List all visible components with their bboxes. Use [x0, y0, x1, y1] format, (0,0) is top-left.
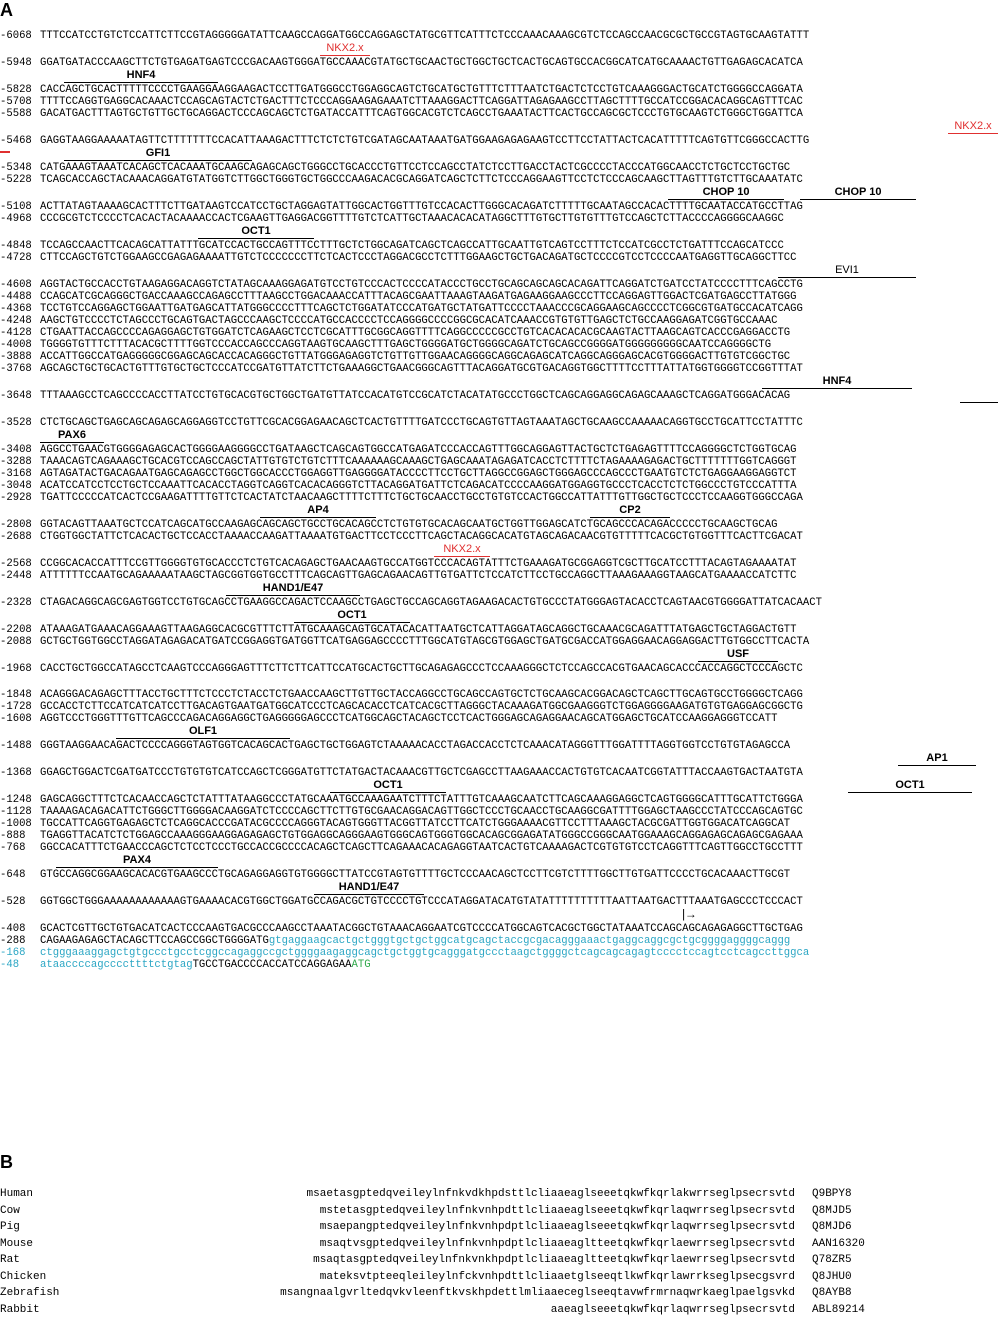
- accession-number: Q8AYB8: [812, 1287, 852, 1299]
- sequence-row: [0, 935, 1000, 947]
- binding-site-label: PAX4: [56, 854, 218, 868]
- sequence-row: [0, 417, 1000, 429]
- sequence-text: TCCAGCCAACTTCACAGCATTATTTGCATCCACTGCCAGTTTCCTTTGCTCTGGCAGATCAGCTCAGCCATTGCAATTGTCAGTCCTTTCTCCATCGCCTCTGATTTCCAGCATCCC: [40, 240, 784, 252]
- sequence-text: GAGGTAAGGAAAAATAGTTCTTTTTTTCCACATTAAAGACTTTCTCTCTGTCGATAGCAATAAATGATGGAAGAGAGAAGTCCTTCCTATTACTCACATTTTTCAGTGTTCGGGCCACTTG: [40, 135, 810, 147]
- accession-number: Q8MJD5: [812, 1204, 852, 1217]
- sequence-text: TGCCATTCAGGTGAGAGCTCTCAGGCACCCGATACGCCCCAGGGTACAGTGGGTTACGGTTATCCTTCATCTGGGAAAACGTTCCTTTAAAGCTACGCGATTGGTGGACATCAGGCAT: [40, 818, 791, 830]
- sequence-row: [0, 162, 1000, 174]
- sequence-text: [40, 947, 809, 959]
- sequence-text: TTTCCATCCTGTCTCCATTCTTCCGTAGGGGGATATTCAAGCCAGGATGGCCAGGAGCTATGCGTTCATTTCTCCCAAACAAAGCGTCTCCAGCCAACGCGCTGCCGTAGTGCAAGTATTT: [40, 30, 810, 42]
- sequence-text: TTTTCCAGGTGAGGCACAAACTCCAGCAGTACTCTGACTTTCTCCCAGGAAGAGAAATCTTAAAGGACTTCAGGATTAGAGAAGCCTTAGCTTTTGCCATCCGGACACAGGCAGTTTCAC: [40, 96, 803, 108]
- sequence-row: [0, 339, 1000, 351]
- sequence-row: [0, 390, 1000, 402]
- annotation-row: [0, 881, 1000, 896]
- sequence-row: [0, 291, 1000, 303]
- sequence-text: CTGGTGGCTATTCTCACACTGCTCCACCTAAAACCAAGATTAAAATGTGACTTCCTCCCTTCAGCTACAGGCACATGTAGCAGACAACGTGTTTTTCACGCTGTGGTTTCACTTCGACAT: [40, 531, 803, 543]
- sequence-text: TAAACAGTCAGAAAGCTGCACGTCCAGCCAGCTATTGTGTCTGTCTTTCAAAAAAGCAAAGCTGAGCAAATAGAGATCACCTCTTTTCTAGAAAAGAGACTGCTTTTTTTGGTCAGGGT: [40, 456, 797, 468]
- position-number: -408: [0, 923, 26, 935]
- binding-site-label: AP1: [898, 752, 976, 766]
- sequence-text: CTAGACAGGCAGCGAGTGGTCCTGTGCAGCCTGAAGGCCAGACTCCAAGCCTGAGCTGCCAGCAGGTAGAAGACACTGTGCCCTATGGGAGTACACCTCAGTAACGTGGGGATTATCACAACT: [40, 597, 822, 609]
- sequence-text: ACAGGGACAGAGCTTTACCTGCTTTCTCCCTCTACCTCTGAACCAAGCTTGTTGCTACCAGGCCTGCAGCCAGTGCTCTGCAAGCACGGACAGCTCAGCTTGCAGTGCCTGGGGCTCAGG: [40, 689, 803, 701]
- position-number: -2568: [0, 558, 32, 570]
- sequence-row: [0, 363, 1000, 375]
- binding-site-label: GFI1: [64, 147, 252, 161]
- annotation-row: [0, 264, 1000, 279]
- sequence-text: ataaccccagccccttttctgtagTGCCTGACCCCACCATCCAGGAGAAATG: [40, 959, 371, 971]
- position-number: -48: [0, 959, 20, 971]
- alignment-row: [0, 1254, 1000, 1271]
- position-number: -2448: [0, 570, 32, 582]
- position-number: -4368: [0, 303, 32, 315]
- sequence-text: AGGCCTGAACGTGGGGAGAGCACTGGGGAAGGGGCCTGATAAGCTCAGCAGTGGCCATGAGATCCCACCAGTTTGGCAGGAGTTACTGCTCTGAGAGTTTTCCAGGGGCTCTGGTGCAG: [40, 444, 797, 456]
- accession-number: AAN16320: [812, 1237, 865, 1250]
- sequence-row: [0, 468, 1000, 480]
- sequence-row: [0, 570, 1000, 582]
- sequence-text: CCCGCGTCTCCCCTCACACTACAAAACCACTCGAAGTTGAGGACGGTTTTGTCTCATTGCTAAACACACATAGGCTTTGTGCTTGTGTTTGTCCAGCTCTTACCCCAGGGGCAAGGC: [40, 213, 784, 225]
- binding-site-label: HNF4: [64, 69, 218, 83]
- species-name: Chicken: [0, 1270, 47, 1283]
- sequence-row: [0, 492, 1000, 504]
- sequence-text: TGGGGTGTTTCTTTACACGCTTTTGGTCCCACCAGCCCAGGTAAGTGCAAGCTTTGAGCTGGGGATGCTGGGGCAGATCTGCAGCCGGGGATGGGGGGGGGCAATCCAGGGGCTG: [40, 339, 772, 351]
- position-number: -1608: [0, 713, 32, 725]
- annotation-row: [0, 725, 1000, 740]
- position-number: -3288: [0, 456, 32, 468]
- annotation-row: [0, 42, 1000, 57]
- position-number: -2088: [0, 636, 32, 648]
- position-number: -168: [0, 947, 26, 959]
- sequence-text: AGCAGCTGCTGCACTGTTTGTGCTGCTCCCATCCGATGTTATCTTCTGAAAGGCTGAACGGGCAGTTTACAGGATGCGTGACAGGTGGCTTTTCCTTTATTATGGTGGGGTCCGGTTTAT: [40, 363, 803, 375]
- sequence-text: GGCCACATTTCTGAACCCAGCTCTCCTCCCTGCCACCGCCCCACAGCTCAGCTTCAGAAACACAGAGGTAATCACTGTCAAAAGACTCGTGTGTCCTCAGGTTTCAGTTGGCCTGCCTTT: [40, 842, 803, 854]
- sequence-text: TGATTCCCCCATCACTCCGAAGATTTTGTTCTCACTATCTAACAAGCTTTTCTTTCTGCTGCAACCTGCCTGTGTCCACTGGCCATTATTTGTTGGCTGCTCCCTCCAAGGTGGGCCAGA: [40, 492, 803, 504]
- annotation-row: [0, 186, 1000, 201]
- sequence-row: [0, 108, 1000, 120]
- transcription-start-arrow: |→: [680, 908, 695, 922]
- position-number: -4728: [0, 252, 32, 264]
- sequence-text: GCTGCTGGTGGCCTAGGATAGAGACATGATCCGGAGGTGATGGTTCATGAGGAGCCCCTTTGGCATGTAGCGTGGAGCTGATGCGACCATGGAGGAACAGGAGGACTTGTGGCCTTCACTA: [40, 636, 810, 648]
- position-number: -3048: [0, 480, 32, 492]
- binding-site-label: HAND1/E47: [226, 582, 360, 596]
- annotation-row: [0, 648, 1000, 663]
- sequence-text: GGATGATACCCAAGCTTCTGTGAGATGAGTCCCGACAAGTGGGATGCCAAACGTATGCTGCAACTGCTGGCTGCTCACTGCAGTGCCACGGCATCATGCAAAACTGTTGAGAGCACATCA: [40, 57, 803, 69]
- species-name: Rat: [0, 1254, 20, 1266]
- position-number: -5108: [0, 201, 32, 213]
- sequence-row: [0, 252, 1000, 264]
- alignment-row: [0, 1238, 1000, 1255]
- position-number: -2928: [0, 492, 32, 504]
- sequence-text: GGGTAAGGAACAGACTCCCCAGGGTAGTGGTCACAGCACTGAGCTGCTGGAGTCTAAAAACACCTAGACCACCTCTCAAACATAGGGTTTGGATTTTAGGTGGTCCTGTGTAGAGCCA: [40, 740, 791, 752]
- alignment-row: [0, 1188, 1000, 1205]
- sequence-row: [0, 713, 1000, 725]
- sequence-row: [0, 830, 1000, 842]
- sequence-row: [0, 624, 1000, 636]
- protein-alignment-panel: [0, 1188, 1000, 1320]
- sequence-text: GCACTCGTTGCTGTGACATCACTCCCAAGTGACGCCCAAGCCTAAATACGGCTGTAAACAGGAATCGTCCCCATGGCAGTCACGCTGGCTATAAATCCAGCAGCAGAGAGGCTTGCTGAG: [40, 923, 803, 935]
- sequence-row: [0, 767, 1000, 779]
- protein-sequence: msangnaalgvrltedqvkvleenftkvskhpdettlmliaaeceglseeqtavwfrmrnaqwrkaeglpaelgsvkd: [280, 1287, 795, 1299]
- binding-site-label: OLF1: [116, 725, 290, 739]
- binding-site-label: HNF4: [762, 375, 912, 389]
- position-number: -5708: [0, 96, 32, 108]
- annotation-row: [0, 402, 1000, 417]
- binding-site-label: NKX2.x: [434, 543, 490, 557]
- binding-site-label: CHOP 10: [668, 186, 784, 200]
- accession-number: ABL89214: [812, 1303, 865, 1316]
- sequence-text: AGGTACTGCCACCTGTAAGAGGACAGGTCTATAGCAAAGGAGATGTCCTGTCCCACTCCCCATACCCTGCCTGCAGCAGCAGCACAGATTCAGGATCTGATCCTATCCCCTTTCAGCCTG: [40, 279, 803, 291]
- sequence-text: TGAGGTTACATCTCTGGAGCCAAAGGGAAGGAGAGAGCTGTGGAGGCAGGGAAGTGGGCAGTGGGTGGCACAGCGGAGATATGGGCCGGGCAATGGAAAGCAGGAGAGCAGAGCGAGAAA: [40, 830, 803, 842]
- binding-site-label: NKX2.x: [320, 42, 370, 56]
- position-number: -888: [0, 830, 26, 842]
- binding-site-label: EVI1: [778, 264, 916, 278]
- intron-sequence: ctgggaaaggagctgtgccctgcctcggccagaggccgctggggaagaggcagctgctggtgcagggatgccctaagctggggctcagcagcagagtcccctccagtcctcagccttggca: [40, 947, 810, 959]
- position-number: -3768: [0, 363, 32, 375]
- sequence-text: CTCTGCAGCTGAGCAGCAGAGCAGGAGGTCCTGTTCGCACGGAGAACAGCTCACTGTTTTGATCCCTGCAGTGTTAGTAAATAGCTGCAAGCCAAAAACAGGTGCCTGCATTCCTATTTC: [40, 417, 803, 429]
- accession-number: Q78ZR5: [812, 1254, 852, 1266]
- sequence-row: [0, 96, 1000, 108]
- position-number: -4608: [0, 279, 32, 291]
- accession-number: Q9BPY8: [812, 1188, 852, 1200]
- annotation-row: [0, 504, 1000, 519]
- position-number: -1728: [0, 701, 32, 713]
- position-number: -1488: [0, 740, 32, 752]
- sequence-text: CAGAAGAGAGCTACAGCTTCCAGCCGGCTGGGGATGgtgaggaagcactgctgggtgctgctggcatgcagctaccgcgacagggaaactgaggcaggcgctgcggggaggggcaggg: [40, 935, 791, 947]
- nkx-continuation-mark: [0, 151, 10, 153]
- position-number: -528: [0, 896, 26, 908]
- sequence-row: [0, 947, 1000, 959]
- protein-sequence: msaqtvsgptedqveileylnfnkvnhpdptlcliaaeagltteetqkwfkqrlaewrrseglpsecrsvtd: [319, 1237, 795, 1250]
- sequence-row: [0, 636, 1000, 648]
- position-number: -1248: [0, 794, 32, 806]
- position-number: -6068: [0, 30, 32, 42]
- accession-number: Q8JHU0: [812, 1270, 852, 1283]
- binding-site-label: PAX6: [40, 429, 104, 443]
- sequence-row: [0, 689, 1000, 701]
- position-number: -2208: [0, 624, 32, 636]
- sequence-text: TTTAAAGCCTCAGCCCCACCTTATCCTGTGCACGTGCTGGCTGATGTTATCCACATGTCCGCATCTACATATGCCCTGGCTCAGCAGGAGGCAGAGCAAAGCTCAGGATGGGACACAG: [40, 390, 791, 402]
- protein-sequence: msaepangptedqveileylnfnkvnhpdptlcliaaeaglseeetqkwfkqrlaqwrrseglpsecrsvtd: [319, 1221, 795, 1233]
- row-gap: [0, 675, 1000, 689]
- sequence-text: AGTAGATACTGACAGAATGAGCAGAGCCTGGCTGGCACCCTGGAGGTTGAGGGGATACCCCTTCCTGCTTAGGCCGGAGCTGGGAGCCCAGCCCTGAATGTCTCTGAGGAAGGAGGTCT: [40, 468, 797, 480]
- annotation-row: [0, 854, 1000, 869]
- sequence-text: GTGCCAGGCGGAAGCACACGTGAAGCCCTGCAGAGGAGGTGTGGGGCTTATCCGTAGTGTTTTGCTCCCAACAGCTCCTTCGTCTTTTGGCTTGTGATTCCCCTGCACAAACTTGCGT: [40, 869, 791, 881]
- sequence-text: TAAAAGACAGACATTCTGGGCTTGGGGACAAGGATCTCCCCAGCTTCTTGTGCGAACAGGACAGTTGGCTCCCTGCAACCTGCAAGGCGATTTTGGAGCTAAGCCCTATCCCAGCAGTGC: [40, 806, 803, 818]
- position-number: -3888: [0, 351, 32, 363]
- position-number: -3168: [0, 468, 32, 480]
- binding-site-label: USF: [698, 648, 778, 662]
- sequence-row: [0, 213, 1000, 225]
- binding-site-label: HAND1/E47: [314, 881, 424, 895]
- position-number: -5828: [0, 84, 32, 96]
- sequence-row: [0, 701, 1000, 713]
- sequence-text: ATAAAGATGAAACAGGAAAGTTAAGAGGCACGCGTTTCTTATGCAAAGCAGTGCATACACATTAATGCTCATTAGGATAGCAGGCTGCAAACGCAGATTTATGAGCTGCTAGGACTGTT: [40, 624, 797, 636]
- position-number: -5948: [0, 57, 32, 69]
- sequence-row: [0, 174, 1000, 186]
- position-number: -5588: [0, 108, 32, 120]
- sequence-row: [0, 315, 1000, 327]
- sequence-row: [0, 279, 1000, 291]
- alignment-row: [0, 1271, 1000, 1288]
- position-number: -1368: [0, 767, 32, 779]
- sequence-row: [0, 456, 1000, 468]
- sequence-text: CCAGCATCGCAGGGCTGACCAAAGCCAGAGCCTTTAAGCCTGGACAAACCATTTACAGCGAATTAAAGTAAGATGAGAAGGAAGCCCTTCCAGGAGTTGGACTCGATGAGCCTTATGGG: [40, 291, 797, 303]
- sequence-row: [0, 896, 1000, 908]
- annotation-row: [0, 752, 1000, 767]
- alignment-row: [0, 1205, 1000, 1222]
- sequence-text: GCCACCTCTTCCATCATCATCCTTGACAGTGAATGATGGCATCCCTCAGCACACCTCATCACGCTTAGGGCTACAAAGATGGCGAAGGGTCTGGAGGGGAAGATGTGTGAGGAGCGGCTG: [40, 701, 803, 713]
- position-number: -4128: [0, 327, 32, 339]
- sequence-row: [0, 201, 1000, 213]
- sequence-row: [0, 57, 1000, 69]
- sequence-text: TCCTGTCCAGGAGCTGGAATTGATGAGCATTATGGGCCCCTTTCAGCTCTGGATATCCCATGATGCTATGATTCCCCTAAACCCGCAGGAAGCAGCCCCTCGGCGTGATGCCACATCAGG: [40, 303, 803, 315]
- species-name: Pig: [0, 1221, 20, 1233]
- sequence-row: [0, 30, 1000, 42]
- sequence-text: CATGAAAGTAAATCACAGCTCACAAATGCAAGCAGAGCAGCTGGGCCTGCACCCTGTTCCTCCAGCCTATCTCCTTGACCTACTCGCCCCTACCCATGGCAACCTCTGCTCCTGCTGC: [40, 162, 791, 174]
- binding-site-label: OCT1: [848, 779, 972, 793]
- species-name: Zebrafish: [0, 1287, 60, 1299]
- sequence-row: [0, 842, 1000, 854]
- sequence-text: CCGGCACACCATTTCCGTTGGGGTGTGCACCCTCTGTCACAGAGCTGAACAAGTGCCATGGTCCCACAGTATTTCTGAAAGATGCGGAGGTCGCTTGCATCCTTTACAGTAGAAAATAT: [40, 558, 797, 570]
- intron-sequence: gtgaggaagcactgctgggtgctgctggcatgcagctaccgcgacagggaaactgaggcaggcgctgcggggaggggcaggg: [268, 935, 791, 947]
- protein-sequence: mateksvtpteeqleileylnfckvnhpdttlcliaaetglseeqtlkwfkqrlawrrkseglpsecgsvrd: [319, 1270, 795, 1283]
- sequence-row: [0, 351, 1000, 363]
- sequence-row: [0, 740, 1000, 752]
- start-codon: ATG: [351, 959, 371, 971]
- sequence-text: AAGCTGTCCCCTCTAGCCCTGCAGTGACTAGCCCAAGCTCCCCATGCCACCCCTCCAGGGGCCCCGGCGCACATCAAACCGTGTGTTGAGCTCTGCCAAGGAGATCGGTGCCAAAC: [40, 315, 778, 327]
- protein-sequence: mstetasgptedqveileylnfnkvnhpdttlcliaaeaglseeetqkwfkqrlaqwrrseglpsecrsvtd: [319, 1204, 795, 1217]
- sequence-text: CTGAATTACCAGCCCCAGAGGAGCTGTGGATCTCAGAAGCTCCTCGCATTTGCGGCAGGTTTTCAGGCCCCCGCCTGTCACACACACGCAAGTACTTAAGCAGTCACCCGAGGACCTG: [40, 327, 791, 339]
- sequence-text: TCAGCACCAGCTACAAACAGGATGTATGGTCTTGGCTGGGTGCTGGCCCAAGACACGCAGGATCAGCTCTTCTCCCAGGAAGTTCCTCTCCCAGCAAGCTTAGTTTGTCTTGCAAATATC: [40, 174, 803, 186]
- sequence-text: AGGTCCCTGGGTTTGTTCAGCCCAGACAGGAGGCTGAGGGGGAGCCCTCATGGCAGCTACAGCTCCTCACTGGGAGCAGAGGAACAGCATGGAGCTGCATCCAAGGAGGGTCCATT: [40, 713, 778, 725]
- sequence-row: [0, 558, 1000, 570]
- promoter-sequence-panel: [0, 30, 1000, 971]
- sequence-text: GGTACAGTTAAATGCTCCATCAGCATGCCAAGAGCAGCAGCTGCCTGCACAGCCTCTGTGTGCACAGCAATGCTGGTTGGAGCATCTGCAGCCCACAGACCCCCTGCAAGCTGCAG: [40, 519, 778, 531]
- sequence-text: CACCAGCTGCACTTTTTCCCCTGAAGGAAGGAAGACTCCTTGATGGGCCTGGAGGCAGTCTGCATGCTGTTTCTTTAATCTGACTCTCCTGTCAAAGGGACTGCATCTGGGGCCAGGATA: [40, 84, 803, 96]
- sequence-text: GGTGGCTGGGAAAAAAAAAAAAGTGAAAACACGTGGCTGGATGCCAGACGCTGTCCCCTGTCCCATAGGATACATGTATATTTTTTTTTTAATTAATGACTTTAAATGAGCCCTCCCACT: [40, 896, 803, 908]
- sequence-row: [0, 84, 1000, 96]
- position-number: -4248: [0, 315, 32, 327]
- binding-site-label: OCT1: [294, 609, 410, 623]
- sequence-text: ACCATTGGCCATGAGGGGGCGGAGCAGCACCACAGGGCTGTTATGGGAGAGGTCTGTTGTTGGAACAGGGGCAGGCAGAGCATCAGGCAGGGAGCACGTGGGGACTTGTGTCGGCTGC: [40, 351, 791, 363]
- position-number: -768: [0, 842, 26, 854]
- sequence-row: [0, 240, 1000, 252]
- sequence-row: [0, 303, 1000, 315]
- species-name: Cow: [0, 1204, 20, 1217]
- position-number: -4848: [0, 240, 32, 252]
- panel-b-label: B: [0, 1152, 13, 1172]
- accession-number: Q8MJD6: [812, 1221, 852, 1233]
- annotation-row: [0, 375, 1000, 390]
- annotation-row: [0, 69, 1000, 84]
- binding-site-label: AP4: [260, 504, 376, 518]
- sequence-text: ACTTATAGTAAAAGCACTTTCTTGATAAGTCCATCCTGCTAGGAGTATTGGCACTGGTTTGTCCACACTTGGGCACAGATCTTTTTGCAATAGCCACACTTTTGCAATACCATGCCTTAG: [40, 201, 803, 213]
- position-number: -4488: [0, 291, 32, 303]
- annotation-row: [0, 120, 1000, 135]
- annotation-row: [0, 225, 1000, 240]
- intron-sequence: ataaccccagccccttttctgtag: [40, 959, 193, 971]
- binding-site-label: OCT1: [198, 225, 314, 239]
- sequence-row: [0, 794, 1000, 806]
- position-number: -1128: [0, 806, 32, 818]
- position-number: -5468: [0, 135, 32, 147]
- position-number: -4008: [0, 339, 32, 351]
- position-number: -3648: [0, 390, 32, 402]
- sequence-row: [0, 480, 1000, 492]
- binding-site-label: CHOP 10: [800, 186, 916, 200]
- annotation-row: [0, 908, 1000, 923]
- annotation-row: [0, 582, 1000, 597]
- sequence-text: ACATCCATCCTCCTGCTCCAAATTCACACCTAGGTCAGGTCACACAGGGTCTTACAGGATGATTCTCAGACATCCCCAAGGATGGAGGTGCCCTCACCTCTCTGGCCCTGTCCCATTTA: [40, 480, 797, 492]
- sequence-text: GGAGCTGGACTCGATGATCCCTGTGTGTCATCCAGCTCGGGATGTTCTATGACTACAAACGTTGCTCGAGCCTTAAGAAACCACTGTGTCACAATCGGTATTTACCAAGTGACTAATGTA: [40, 767, 803, 779]
- protein-sequence: aaeaglseeetqkwfkqrlaqwrrseglpsecrsvtd: [550, 1303, 795, 1316]
- sequence-row: [0, 959, 1000, 971]
- position-number: -2688: [0, 531, 32, 543]
- position-number: -2808: [0, 519, 32, 531]
- protein-sequence: msaqtasgptedqveileylnfnkvnkhpdptlcliaaeagltteetqkwfkqrlaewrrseglpsecrsvtd: [313, 1254, 795, 1266]
- sequence-row: [0, 806, 1000, 818]
- panel-a-label: A: [0, 0, 13, 20]
- binding-site-label: [960, 402, 998, 403]
- species-name: Mouse: [0, 1237, 34, 1250]
- annotation-row: [0, 147, 1000, 162]
- binding-site-label: CP2: [590, 504, 670, 518]
- sequence-row: [0, 135, 1000, 147]
- species-name: Rabbit: [0, 1303, 40, 1316]
- sequence-text: CACCTGCTGGCCATAGCCTCAAGTCCCAGGGAGTTTCTTCTTCATTCCATGCACTGCTTGCAGAGAGCCCTCCAAAGGGCTCTCCAGCCACGTGAACAGCACCCACCAGGCTCCCAGCTC: [40, 663, 803, 675]
- position-number: -288: [0, 935, 26, 947]
- sequence-row: [0, 923, 1000, 935]
- alignment-row: [0, 1304, 1000, 1321]
- sequence-row: [0, 444, 1000, 456]
- position-number: -1008: [0, 818, 32, 830]
- position-number: -1968: [0, 663, 32, 675]
- protein-sequence: msaetasgptedqveileylnfnkvdkhpdsttlcliaaeaglseeetqkwfkqrlakwrrseglpsecrsvtd: [306, 1188, 795, 1200]
- annotation-row: [0, 609, 1000, 624]
- position-number: -2328: [0, 597, 32, 609]
- alignment-row: [0, 1287, 1000, 1304]
- position-number: -5348: [0, 162, 32, 174]
- annotation-row: [0, 779, 1000, 794]
- sequence-row: [0, 818, 1000, 830]
- sequence-text: GACATGACTTTAGTGCTGTTGCTGCAGGACTCCCAGCAGCTCTGATACCATTTCAGTGGCACGTCTCAGCCTGAAATACTTCACTGCCAGCGCTCCCTGTGCAAGTCTGGGCTGGATTCA: [40, 108, 803, 120]
- annotation-row: [0, 429, 1000, 444]
- sequence-row: [0, 519, 1000, 531]
- position-number: -5228: [0, 174, 32, 186]
- position-number: -1848: [0, 689, 32, 701]
- species-name: Human: [0, 1188, 34, 1200]
- alignment-row: [0, 1221, 1000, 1238]
- sequence-row: [0, 869, 1000, 881]
- position-number: -4968: [0, 213, 32, 225]
- position-number: -3528: [0, 417, 32, 429]
- sequence-row: [0, 597, 1000, 609]
- binding-site-label: OCT1: [330, 779, 446, 793]
- sequence-text: ATTTTTTCCAATGCAGAAAAATAAGCTAGCGGTGGTGCCTTTCAGCAGTTGAGCAGAACAGTTGTGATTCTCCATCTTCCTGCCAGGCTTAAAGAAAGGTAAGCATGAAAACCATCTTC: [40, 570, 797, 582]
- sequence-row: [0, 531, 1000, 543]
- sequence-row: [0, 327, 1000, 339]
- position-number: -648: [0, 869, 26, 881]
- position-number: -3408: [0, 444, 32, 456]
- sequence-text: CTTCCAGCTGTCTGGAAGCCGAGAGAAAATTGTCTCCCCCCCTTCTCACTCCCTAGGACGCCTCTTTGGAAGCTGCTGACAGATGCTCCCCGTCCTCCCCAATGAGGTTGCAGGCTTCC: [40, 252, 797, 264]
- sequence-text: GAGCAGGCTTTCTCACAACCAGCTCTATTTATAAGGCCCTATGCAAATGCCAAAGAATCTTTCTATTTGTCAAAGCAATCTTCAGCAAAGGAGGCTCAGTGGGGCATTTGCATTCTGGGA: [40, 794, 803, 806]
- sequence-row: [0, 663, 1000, 675]
- annotation-row: [0, 543, 1000, 558]
- binding-site-label: NKX2.x: [948, 120, 998, 134]
